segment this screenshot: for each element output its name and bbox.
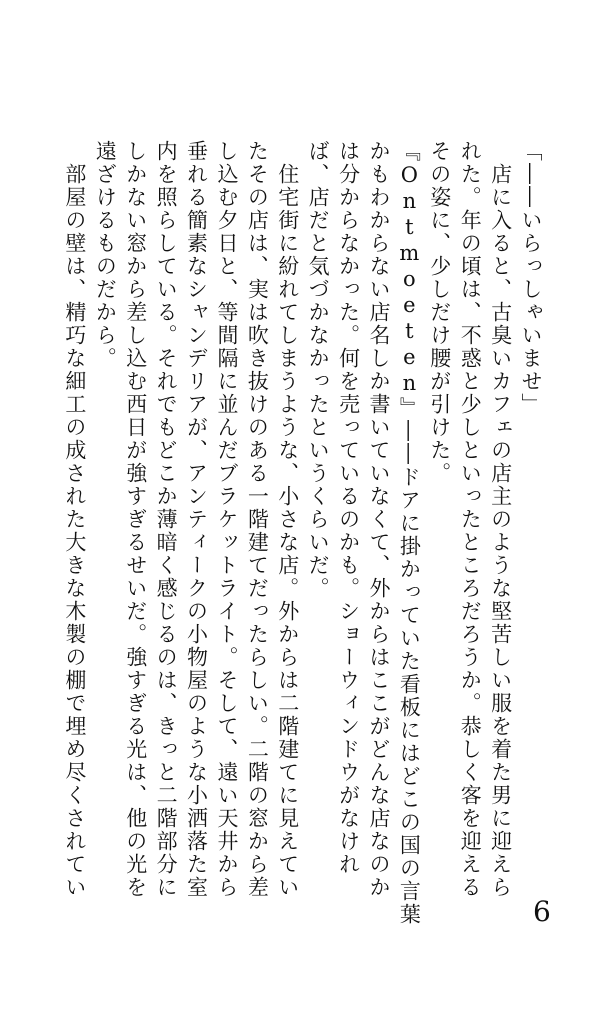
text-run: 』――ドアに掛かっていた看板にはどこの国の言葉: [397, 397, 422, 926]
text-line: [272, 140, 302, 904]
text-line: [516, 140, 546, 904]
text-run: 店に入ると、古臭いカフェの店主のような堅苦しい服を着た男に迎えら: [488, 163, 513, 899]
text-line: [333, 140, 363, 904]
text-run: 『: [397, 140, 422, 163]
text-run: その姿に、少しだけ腰が引けた。: [427, 140, 452, 485]
text-run: 遠ざけるものだから。: [93, 140, 118, 370]
text-run: し込む夕日と、等間隔に並んだブラケットライト。そして、遠い天井から: [214, 140, 239, 899]
text-line: [242, 140, 272, 904]
text-line: [212, 140, 242, 904]
text-run: 「――いらっしゃいませ」: [519, 140, 543, 416]
text-run: 内を照らしている。それでもどこか薄暗く感じるのは、きっと二階部分に: [154, 140, 179, 899]
latin-upright-text: Ontmoeten: [397, 163, 422, 397]
text-line: [90, 140, 120, 904]
text-line: [394, 140, 424, 926]
text-line: [303, 140, 333, 904]
text-line: [455, 140, 485, 904]
vertical-text-block: [60, 140, 547, 926]
text-line: [60, 140, 90, 904]
text-line: [485, 140, 515, 904]
text-line: [424, 140, 454, 904]
text-run: かもわからない店名しか書いていなくて、外からはここがどんな店なのか: [366, 140, 391, 899]
text-run: れた。年の頃は、不惑と少しといったところだろうか。恭しく客を迎える: [458, 140, 483, 899]
text-line: [364, 140, 394, 904]
text-run: は分からなかった。何を売っているのかも。ショーウィンドウがなけれ: [336, 140, 361, 876]
text-line: [181, 140, 211, 904]
text-run: 部屋の壁は、精巧な細工の成された大きな木製の棚で埋め尽くされてい: [62, 163, 87, 899]
text-run: しかない窓から差し込む西日が強すぎるせいだ。強すぎる光は、他の光を: [123, 140, 148, 899]
page-number: 6: [533, 895, 551, 928]
text-line: [151, 140, 181, 904]
text-line: [120, 140, 150, 904]
text-run: 垂れる簡素なシャンデリアが、アンティークの小物屋のような小洒落た室: [184, 140, 209, 899]
text-run: 住宅街に紛れてしまうような、小さな店。外からは二階建てに見えてい: [275, 163, 300, 899]
text-run: たその店は、実は吹き抜けのある一階建てだったらしい。二階の窓から差: [245, 140, 270, 899]
text-run: ば、店だと気づかなかったというくらいだ。: [306, 140, 331, 600]
